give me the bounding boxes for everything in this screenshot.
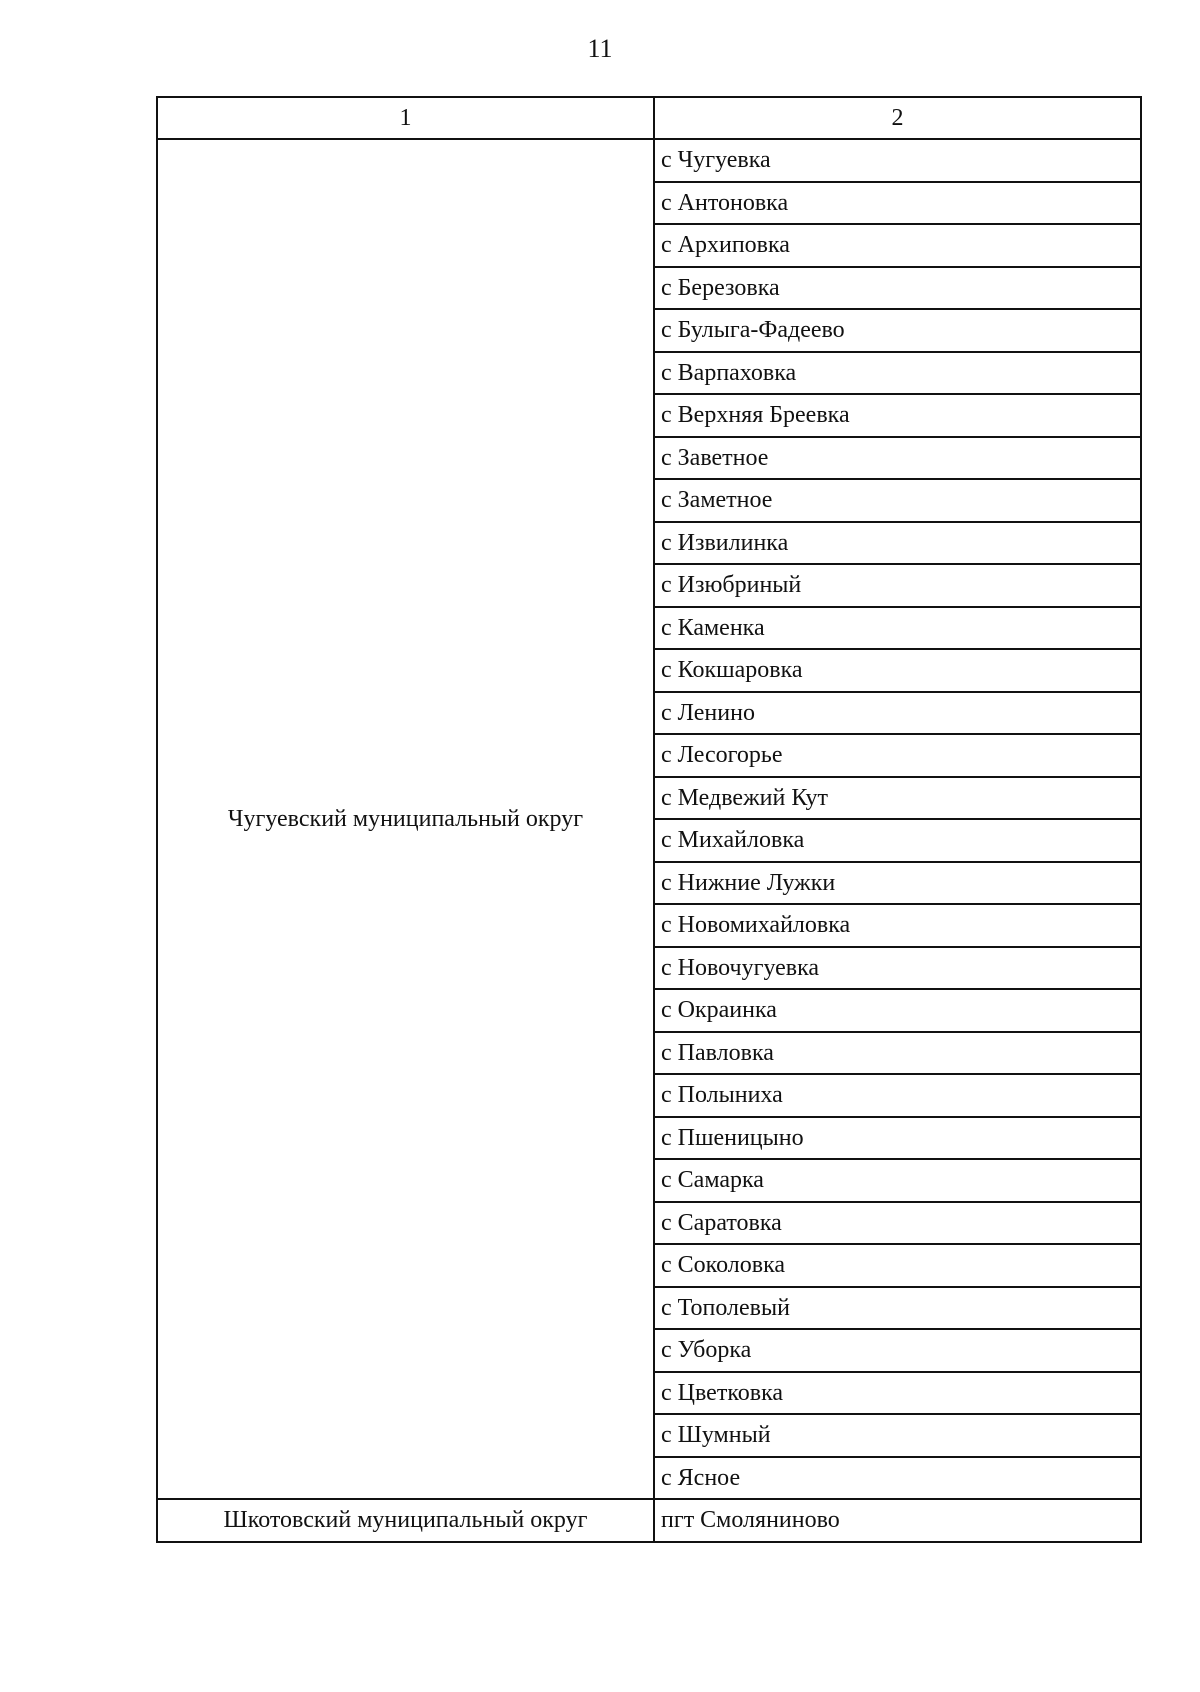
table-header-row — [157, 97, 1141, 139]
settlement-cell: с Соколовка — [654, 1244, 1141, 1287]
settlement-cell: с Архиповка — [654, 224, 1141, 267]
settlement-cell: с Каменка — [654, 607, 1141, 650]
settlement-cell: с Павловка — [654, 1032, 1141, 1075]
settlement-cell: с Цветковка — [654, 1372, 1141, 1415]
settlement-cell: с Шумный — [654, 1414, 1141, 1457]
settlement-cell: с Кокшаровка — [654, 649, 1141, 692]
district-cell: Шкотовский муниципальный округ — [157, 1499, 654, 1542]
settlement-cell: с Полыниха — [654, 1074, 1141, 1117]
settlement-cell: пгт Смоляниново — [654, 1499, 1141, 1542]
settlements-table — [156, 96, 1142, 1543]
settlement-cell: с Тополевый — [654, 1287, 1141, 1330]
settlement-cell: с Ленино — [654, 692, 1141, 735]
settlement-cell: с Новомихайловка — [654, 904, 1141, 947]
settlement-cell: с Пшеницыно — [654, 1117, 1141, 1160]
settlement-cell: с Заметное — [654, 479, 1141, 522]
settlement-cell: с Заветное — [654, 437, 1141, 480]
settlement-cell: с Березовка — [654, 267, 1141, 310]
table-body — [157, 97, 1141, 1542]
settlement-cell: с Михайловка — [654, 819, 1141, 862]
settlement-cell: с Саратовка — [654, 1202, 1141, 1245]
settlement-cell: с Изюбриный — [654, 564, 1141, 607]
settlement-cell: с Верхняя Бреевка — [654, 394, 1141, 437]
column-header-1: 1 — [157, 97, 654, 139]
settlement-cell: с Чугуевка — [654, 139, 1141, 182]
settlement-cell: с Извилинка — [654, 522, 1141, 565]
settlement-cell: с Уборка — [654, 1329, 1141, 1372]
settlement-cell: с Новочугуевка — [654, 947, 1141, 990]
district-cell: Чугуевский муниципальный округ — [157, 139, 654, 1499]
settlement-cell: с Самарка — [654, 1159, 1141, 1202]
column-header-2: 2 — [654, 97, 1141, 139]
settlement-cell: с Лесогорье — [654, 734, 1141, 777]
settlement-cell: с Нижние Лужки — [654, 862, 1141, 905]
page-number: 11 — [587, 34, 613, 63]
settlement-cell: с Антоновка — [654, 182, 1141, 225]
table-row — [157, 139, 1141, 182]
settlement-cell: с Ясное — [654, 1457, 1141, 1500]
settlement-cell: с Булыга-Фадеево — [654, 309, 1141, 352]
settlement-cell: с Окраинка — [654, 989, 1141, 1032]
settlement-cell: с Варпаховка — [654, 352, 1141, 395]
table-row — [157, 1499, 1141, 1542]
settlement-cell: с Медвежий Кут — [654, 777, 1141, 820]
